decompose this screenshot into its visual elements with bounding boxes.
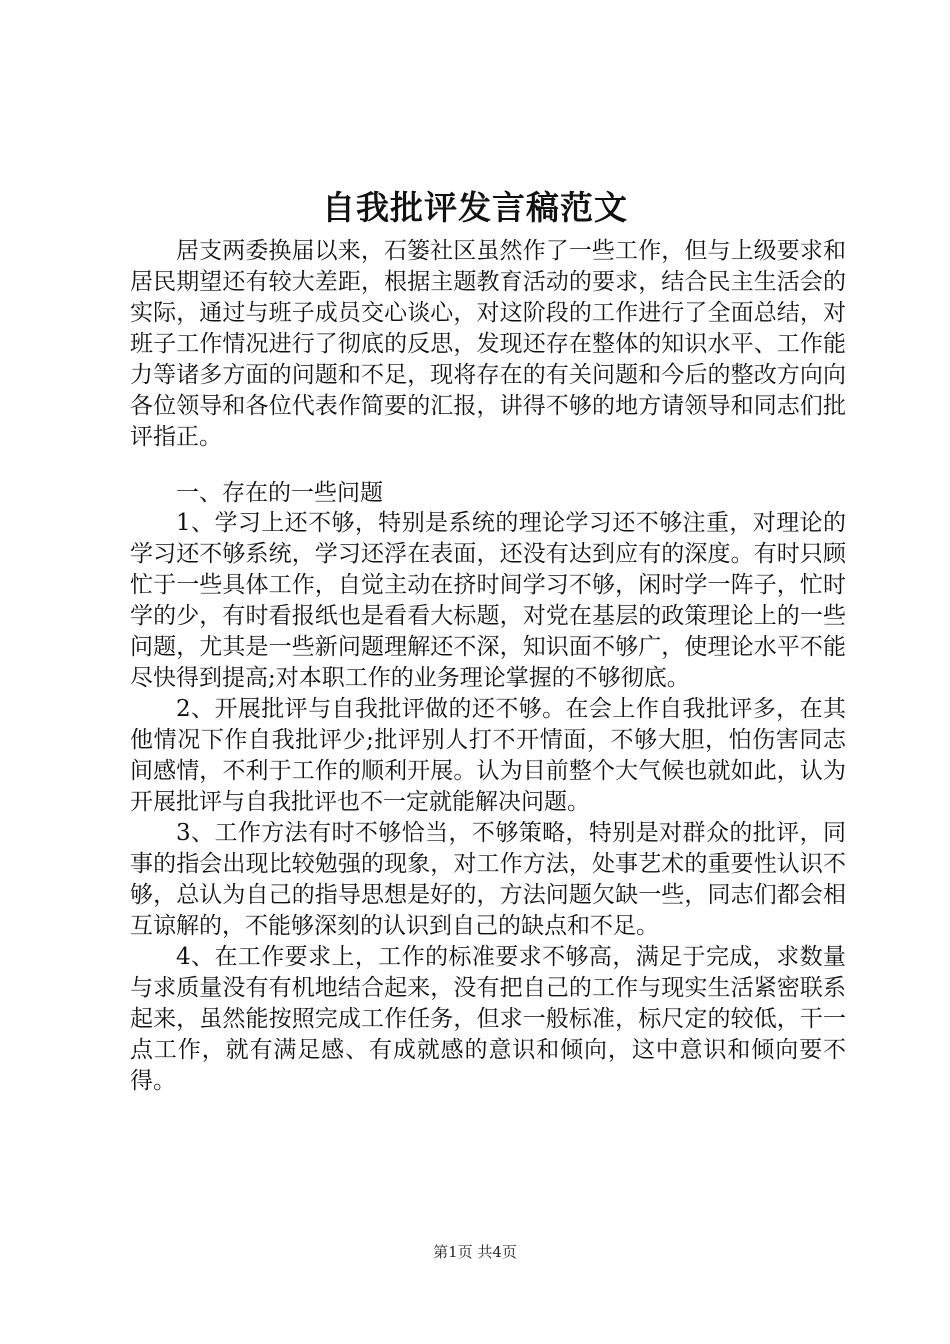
issue-list [130,508,846,1097]
page-footer: 第1页 共4页 [433,1243,517,1261]
issue-item-2: 2、开展批评与自我批评做的还不够。在会上作自我批评多，在其他情况下作自我批评少;批评别人打不开情面，不够大胆，怕伤害同志间感情，不利于工作的顺利开展。认为目前整个大气候也就如此，认为开展批评与自我批评也不一定就能解决问题。 [130,696,846,815]
issue-item-3: 3、工作方法有时不够恰当，不够策略，特别是对群众的批评，同事的指会出现比较勉强的现象，对工作方法，处事艺术的重要性认识不够，总认为自己的指导思想是好的，方法问题欠缺一些，同志们都会相互谅解的，不能够深刻的认识到自己的缺点和不足。 [130,820,846,939]
section-heading: 一、存在的一些问题 [176,480,383,506]
issue-item-4: 4、在工作要求上，工作的标准要求不够高，满足于完成，求数量与求质量没有有机地结合起来，没有把自己的工作与现实生活紧密联系起来，虽然能按照完成工作任务，但求一般标准，标尺定的较低，干一点工作，就有满足感、有成就感的意识和倾向，这中意识和倾向要不得。 [130,944,846,1094]
intro-paragraph: 居支两委换届以来，石篓社区虽然作了一些工作，但与上级要求和居民期望还有较大差距，根据主题教育活动的要求，结合民主生活会的实际，通过与班子成员交心谈心，对这阶段的工作进行了全面总结，对班子工作情况进行了彻底的反思，发现还存在整体的知识水平、工作能力等诸多方面的问题和不足，现将存在的有关问题和今后的整改方向向各位领导和各位代表作简要的汇报，讲得不够的地方请领导和同志们批评指正。 [130,238,846,450]
issue-item-1: 1、学习上还不够，特别是系统的理论学习还不够注重，对理论的学习还不够系统，学习还浮在表面，还没有达到应有的深度。有时只顾忙于一些具体工作，自觉主动在挤时间学习不够，闲时学一阵子，忙时学的少，有时看报纸也是看看大标题，对党在基层的政策理论上的一些问题，尤其是一些新问题理解还不深，知识面不够广，使理论水平不能尽快得到提高;对本职工作的业务理论掌握的不够彻底。 [130,510,846,691]
document-title: 自我批评发言稿范文 [322,188,628,227]
